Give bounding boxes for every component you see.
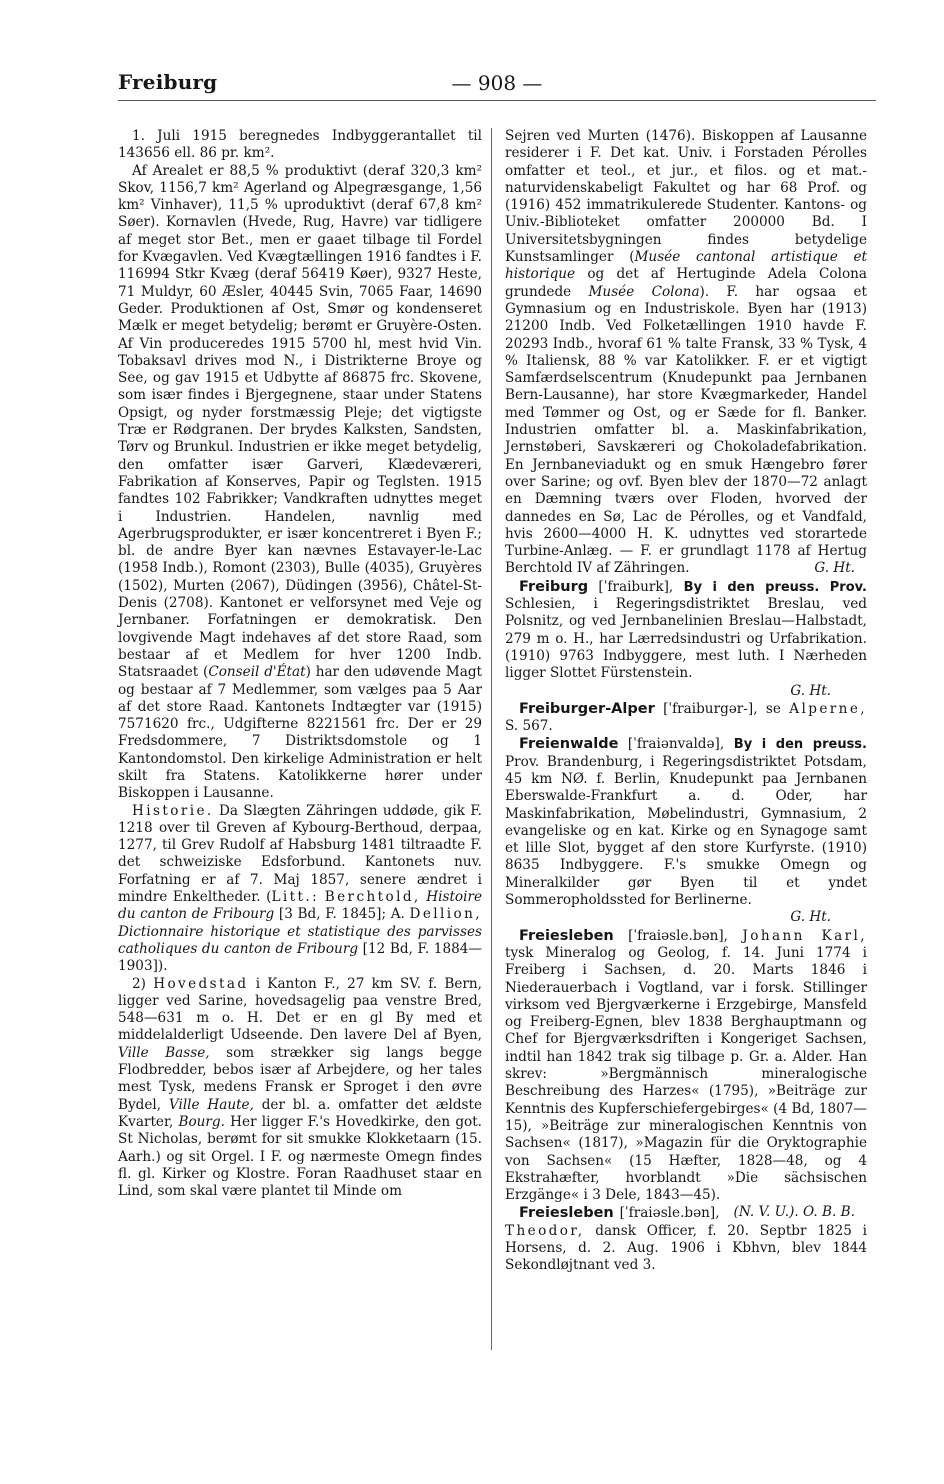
text: der bl. a. omfatter det ældste Kvarter,: [118, 1096, 483, 1130]
person-name: Johann Karl,: [742, 927, 867, 944]
running-head: Freiburg: [118, 70, 218, 94]
pronunciation: [ˈfraiənvaldə],: [618, 736, 725, 753]
header-rule: [118, 100, 876, 101]
spaced-heading: Hovedstad: [153, 975, 249, 992]
italic-term: Musée Colona: [588, 283, 700, 300]
italic-term: Conseil d'État: [208, 664, 306, 681]
text: ) har den udøvende Magt og bestaar af 7 Medlemmer, som vælges paa 5 Aar af det store Raad. Kantonets Indtægter var (1915) 7571620 frc., Udgifterne 8221561 frc. Der er 29 Fredsdommere, 7 Distriktsdomstole og 1 Kantondomstol. Den kirkelige Administration er helt skilt fra Statens. Katolikkerne hører under Biskoppen i Lausanne.: [118, 664, 482, 802]
page-header: [118, 70, 876, 102]
text: Her ligger F.'s Hovedkirke, den got. St Nicholas, berømt for sit smukke Klokketaarn (15. Aarh.) og sit Orgel. I F. og nærmeste Omegn findes fl. gl. Kirker og Klostre. Foran Raadhuset staar en Lind, som skal være plantet til Minde om: [118, 1113, 482, 1200]
entry-freiesleben-johann: [505, 927, 867, 1221]
text: Sejren ved Murten (1476). Biskoppen af Lausanne residerer i F. Det kat. Univ. i Forstaden Pérolles omfatter et teol., et jur., et filos. og et mat.-naturvidenskabeligt Fakultet og har 68 Prof. og (1916) 452 immatrikulerede Studenter. Kantons- og Univ.-Biblioteket omfatter 200000 Bd. I Universitetsbygningen findes betydelige Kunstsamlinger (: [505, 128, 867, 266]
entry-text: Schlesien, i Regeringsdistriktet Breslau, ved Polsnitz, og ved Jernbanelinien Breslau—Halbstadt, 279 m o. H., har Lærredsindustri og Urfabrikation. (1910) 9763 Indbyggere, mest luth. I Nærheden ligger Slottet Fürstenstein.: [505, 596, 867, 682]
pronunciation: [ˈfraiəsle.bən],: [613, 927, 729, 944]
entry-lead: By i den preuss. Prov.: [673, 579, 867, 595]
author-signature: (N. V. U.). O. B. B.: [733, 1204, 855, 1221]
headword: Freiesleben: [519, 927, 614, 944]
right-column: [505, 128, 867, 1275]
cross-reference: Alperne,: [789, 700, 867, 717]
text: Af Arealet er 88,5 % produktivt (deraf 320,3 km² Skov, 1156,7 km² Agerland og Alpegræsgange, 1,56 km² Vinhaver), 11,5 % uproduktivt (deraf 67,8 km² Søer). Kornavlen (Hvede, Rug, Havre) var tidligere af meget stor Bet., men er gaaet tilbage til Fordel for Kvægavlen. Ved Kvægtællingen 1916 fandtes i F. 116994 Stkr Kvæg (deraf 56419 Køer), 9327 Heste, 71 Muldyr, 60 Æsler, 40445 Svin, 7065 Faar, 14690 Geder. Produktionen af Ost, Smør og kondenseret Mælk er meget betydelig; berømt er Gruyère-Osten. Af Vin produceredes 1915 5700 hl, mest hvid Vin. Tobaksavl drives mod N., i Distrikterne Broye og See, og gav 1915 et Udbytte af 86875 frc. Skovene, som især findes i Bjergegnene, staar under Statens Opsigt, og nyder forstmæssig Pleje; det vigtigste Træ er Rødgranen. Der brydes Kalksten, Sandsten, Tørv og Brunkul. Industrien er ikke meget betydelig, den omfatter især Garveri, Klædeværeri, Fabrikation af Konserves, Papir og Teglsten. 1915 fandtes 102 Fabrikker; Vandkraften udnyttes meget i Industrien. Handelen, navnlig med Agerbrugsprodukter, er især koncentreret i Byen F.; bl. de andre Byer kan nævnes Estavayer-le-Lac (1958 Indb.), Romont (2303), Bulle (4035), Gruyères (1502), Murten (2067), Düdingen (3956), Châtel-St-Denis (2708). Kantonet er velforsynet med Veje og Jernbaner. Forfatningen er demokratisk. Den lovgivende Magt indehaves af det store Raad, som bestaar af et Medlem for hver 1200 Indb. Statsraadet (: [118, 162, 482, 681]
italic-term: Musée cantonal artistique et historique: [505, 249, 867, 283]
entry-text: dansk Officer, f. 20. Septbr 1825 i Horsens, d. 2. Aug. 1906 i Kbhvn, blev 1844 Sekondløjtnant ved 3.: [505, 1222, 867, 1274]
page-number: — 908 —: [451, 71, 543, 95]
text: i Kanton F., 27 km SV. f. Bern, ligger ved Sarine, hovedsagelig paa venstre Bred, 548—631 m o. H. Det er en gl By med et middelalderligt Udseende. Den lavere Del af Byen,: [118, 975, 482, 1044]
entry-freiburger-alper: [505, 701, 867, 736]
text: 2): [132, 975, 154, 992]
text: [3 Bd, F. 1845]; A.: [274, 906, 410, 923]
text: Da Slægten Zähringen uddøde, gik F. 1218 over til Greven af Kybourg-Berthoud, derpaa, 1277, til Grev Rudolf af Habsburg 1481 tiltraadte F. det schweiziske Edsforbund. Kantonets nuv. Forfatning er af 7. Maj 1857, senere ændret i mindre Enkeltheder. (: [118, 802, 482, 906]
paragraph-capital: [118, 976, 482, 1201]
entry-lead: By i den preuss.: [724, 737, 867, 753]
entry-freiburg-schlesien: [505, 579, 867, 700]
book-title: Histoire du canton de Fribourg: [118, 889, 482, 923]
paragraph-city-continued: [505, 128, 867, 578]
headword: Freiburger-Alper: [519, 700, 655, 717]
entry-text: Prov. Brandenburg, i Regeringsdistriktet Potsdam, 45 km NØ. f. Berlin, Knudepunkt paa Jernbanen Eberswalde-Frankfurt a. d. Oder, har Maskinfabrikation, Møbelindustri, Gymnasium, 2 evangeliske og en kat. Kirke og en Synagoge samt et lille Slot, bygget af den store Kurfyrste. (1910) 8635 Indbyggere. F.'s smukke Omegn og Mineralkilder gør Byen til et yndet Sommeropholdssted for Berlinerne.: [505, 753, 867, 909]
left-column: [118, 128, 482, 1200]
text: 1. Juli 1915 beregnedes Indbyggerantallet til 143656 ell. 86 pr. km².: [118, 128, 482, 162]
text: og det af Hertuginde Adela Colona grundede: [505, 266, 867, 300]
pronunciation: [ˈfraiburk],: [588, 578, 674, 595]
entry-freienwalde: [505, 736, 867, 926]
author-name: Dellion,: [409, 906, 482, 923]
book-title: Dictionnaire historique et statistique des parvisses catholiques du canton de Fribourg: [118, 923, 482, 957]
headword: Freiesleben: [519, 1205, 614, 1222]
spaced-heading: Historie.: [132, 802, 214, 819]
entry-text: S. 567.: [505, 718, 553, 735]
person-name: Theodor,: [505, 1222, 585, 1239]
paragraph-history: [118, 803, 482, 976]
pronunciation: [ˈfraiburgər-],: [654, 700, 758, 717]
italic-term: Bourg.: [178, 1113, 225, 1130]
column-divider: [491, 128, 492, 1350]
italic-term: Ville Haute,: [168, 1096, 254, 1113]
entry-text: tysk Mineralog og Geolog, f. 14. Juni 1774 i Freiberg i Sachsen, d. 20. Marts 1846 i Niederauerbach i Vogtland, var i forsk. Stillinger virksom ved Bjergværkerne i Erzgebirge, Mansfeld og Freiberg-Egnen, blev 1838 Berghauptmann og Chef for Bjergværksdriften i Kongeriget Sachsen, indtil han 1842 trak sig tilbage p. Gr. a. Alder. Han skrev: »Bergmännisch mineralogische Beschreibung des Harzes« (1795), »Beiträge zur Kenntnis des Kupferschiefergebirges« (4 Bd, 1807—15), »Beiträge zur mineralogischen Kenntnis von Sachsen« (1817), »Magazin für die Oryktographie von Sachsen« (15 Hæfter, 1828—48, og 4 Ekstrahæfter, hvorblandt »Die sächsischen Erzgänge« i 3 Dele, 1843—45).: [505, 944, 867, 1204]
headword: Freienwalde: [519, 736, 619, 753]
text: [12 Bd, F. 1884—1903]).: [118, 940, 482, 975]
text: som strækker sig langs begge Flodbredder, bebos især af Arbejdere, og her tales mest Tysk, medens Fransk er Sproget i den øvre Bydel,: [118, 1044, 482, 1113]
author-signature: G. Ht.: [790, 682, 831, 699]
author-signature: G. Ht.: [814, 560, 855, 577]
entry-text: se: [757, 700, 790, 717]
headword: Freiburg: [519, 578, 589, 595]
paragraph-population: [118, 128, 482, 163]
italic-term: Ville Basse,: [118, 1044, 210, 1061]
author-signature: G. Ht.: [790, 909, 831, 926]
text: ). F. har ogsaa et Gymnasium og en Industriskole. Byen har (1913) 21200 Indb. Ved Folketællingen 1910 havde F. 20293 Indb., hvoraf 61 % talte Fransk, 33 % Tysk, 4 % Italiensk, 88 % var Katolikker. F. er et vigtigt Samfærdselscentrum (Knudepunkt paa Jernbanen Bern-Lausanne), har store Kvægmarkeder, Handel med Tømmer og Ost, og er Sæde for fl. Banker. Industrien omfatter bl. a. Maskinfabrikation, Jernstøberi, Savskæreri og Chokoladefabrikation. En Jernbaneviadukt og en smuk Hængebro fører over Sarine; og ovf. Byen blev der 1870—72 anlagt en Dæmning tværs over Floden, hvorved der dannedes en Sø, Lac de Pérolles, og et Vandfald, hvis 2600—4000 H. K. udnyttes ved storartede Turbine-Anlæg. — F. er grundlagt 1178 af Hertug Berchtold IV af Zähringen.: [505, 283, 867, 577]
paragraph-economy: [118, 163, 482, 803]
spaced-label: Litt.:: [271, 889, 320, 906]
pronunciation: [ˈfraiəsle.bən],: [613, 1205, 720, 1222]
author-name: Berchtold,: [324, 889, 421, 906]
